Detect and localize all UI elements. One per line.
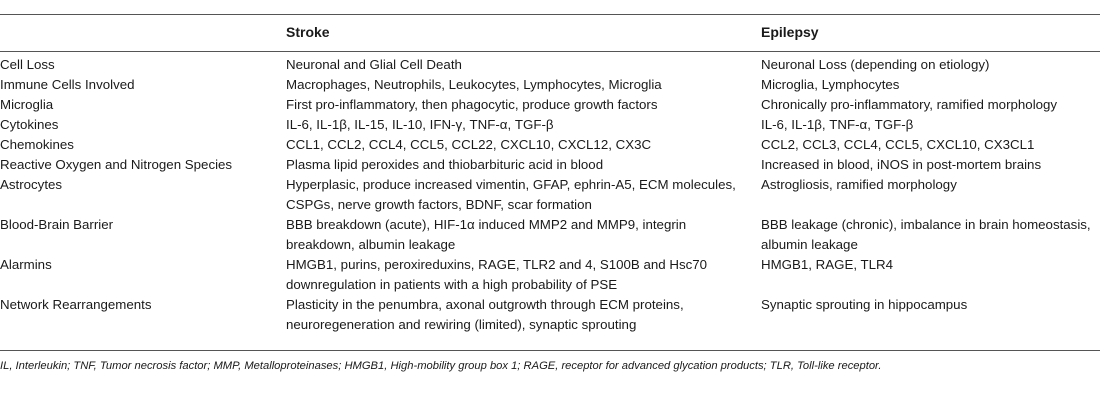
- table-row: [0, 115, 1100, 135]
- table-row: [0, 55, 1100, 75]
- table-row: [0, 295, 1100, 335]
- row-label: Cell Loss: [0, 57, 55, 72]
- epilepsy-cell: Neuronal Loss (depending on etiology): [761, 57, 990, 72]
- epilepsy-cell: Increased in blood, iNOS in post-mortem brains: [761, 157, 1042, 172]
- stroke-cell: Plasma lipid peroxides and thiobarbituric acid in blood: [286, 157, 604, 172]
- epilepsy-cell: HMGB1, RAGE, TLR4: [761, 257, 894, 272]
- epilepsy-cell: IL-6, IL-1β, TNF-α, TGF-β: [761, 117, 914, 132]
- stroke-cell: CCL1, CCL2, CCL4, CCL5, CCL22, CXCL10, CXCL12, CX3C: [286, 137, 652, 152]
- table-header: [0, 20, 1100, 48]
- table-row: [0, 135, 1100, 155]
- epilepsy-cell: Synaptic sprouting in hippocampus: [761, 297, 968, 312]
- table-bottom-rule: [0, 350, 1100, 351]
- epilepsy-cell: Chronically pro-inflammatory, ramified morphology: [761, 97, 1058, 112]
- table-row: [0, 95, 1100, 115]
- stroke-cell: IL-6, IL-1β, IL-15, IL-10, IFN-γ, TNF-α, TGF-β: [286, 117, 554, 132]
- table-body: [0, 55, 1100, 335]
- row-label: Network Rearrangements: [0, 297, 152, 312]
- table-footnote: IL, Interleukin; TNF, Tumor necrosis factor; MMP, Metalloproteinases; HMGB1, High-mobility group box 1; RAGE, receptor for advanced glycation products; TLR, Toll-like receptor.: [0, 360, 882, 372]
- table-row: [0, 215, 1100, 255]
- stroke-cell: Neuronal and Glial Cell Death: [286, 57, 462, 72]
- table-row: [0, 175, 1100, 215]
- column-header-epilepsy: Epilepsy: [761, 24, 819, 40]
- table-row: [0, 75, 1100, 95]
- epilepsy-cell: BBB leakage (chronic), imbalance in brain homeostasis, albumin leakage: [761, 217, 1091, 253]
- row-label: Blood-Brain Barrier: [0, 217, 114, 232]
- stroke-cell: Plasticity in the penumbra, axonal outgrowth through ECM proteins, neuroregeneration and rewiring (limited), synaptic sprouting: [286, 297, 684, 333]
- stroke-cell: HMGB1, purins, peroxireduxins, RAGE, TLR2 and 4, S100B and Hsc70 downregulation in patients with a high probability of PSE: [286, 257, 708, 293]
- stroke-cell: First pro-inflammatory, then phagocytic, produce growth factors: [286, 97, 658, 112]
- row-label: Astrocytes: [0, 177, 63, 192]
- row-label: Microglia: [0, 97, 54, 112]
- epilepsy-cell: Microglia, Lymphocytes: [761, 77, 900, 92]
- table-row: [0, 155, 1100, 175]
- stroke-cell: BBB breakdown (acute), HIF-1α induced MMP2 and MMP9, integrin breakdown, albumin leakage: [286, 217, 687, 253]
- column-header-stroke: Stroke: [286, 24, 330, 40]
- stroke-cell: Hyperplasic, produce increased vimentin, GFAP, ephrin-A5, ECM molecules, CSPGs, nerve growth factors, BDNF, scar formation: [286, 177, 736, 213]
- row-label: Alarmins: [0, 257, 52, 272]
- table-header-rule: [0, 51, 1100, 52]
- row-label: Chemokines: [0, 137, 74, 152]
- row-label: Immune Cells Involved: [0, 77, 135, 92]
- table-top-rule: [0, 14, 1100, 15]
- stroke-cell: Macrophages, Neutrophils, Leukocytes, Lymphocytes, Microglia: [286, 77, 662, 92]
- epilepsy-cell: CCL2, CCL3, CCL4, CCL5, CXCL10, CX3CL1: [761, 137, 1035, 152]
- row-label: Reactive Oxygen and Nitrogen Species: [0, 157, 233, 172]
- row-label: Cytokines: [0, 117, 59, 132]
- table-row: [0, 255, 1100, 295]
- epilepsy-cell: Astrogliosis, ramified morphology: [761, 177, 957, 192]
